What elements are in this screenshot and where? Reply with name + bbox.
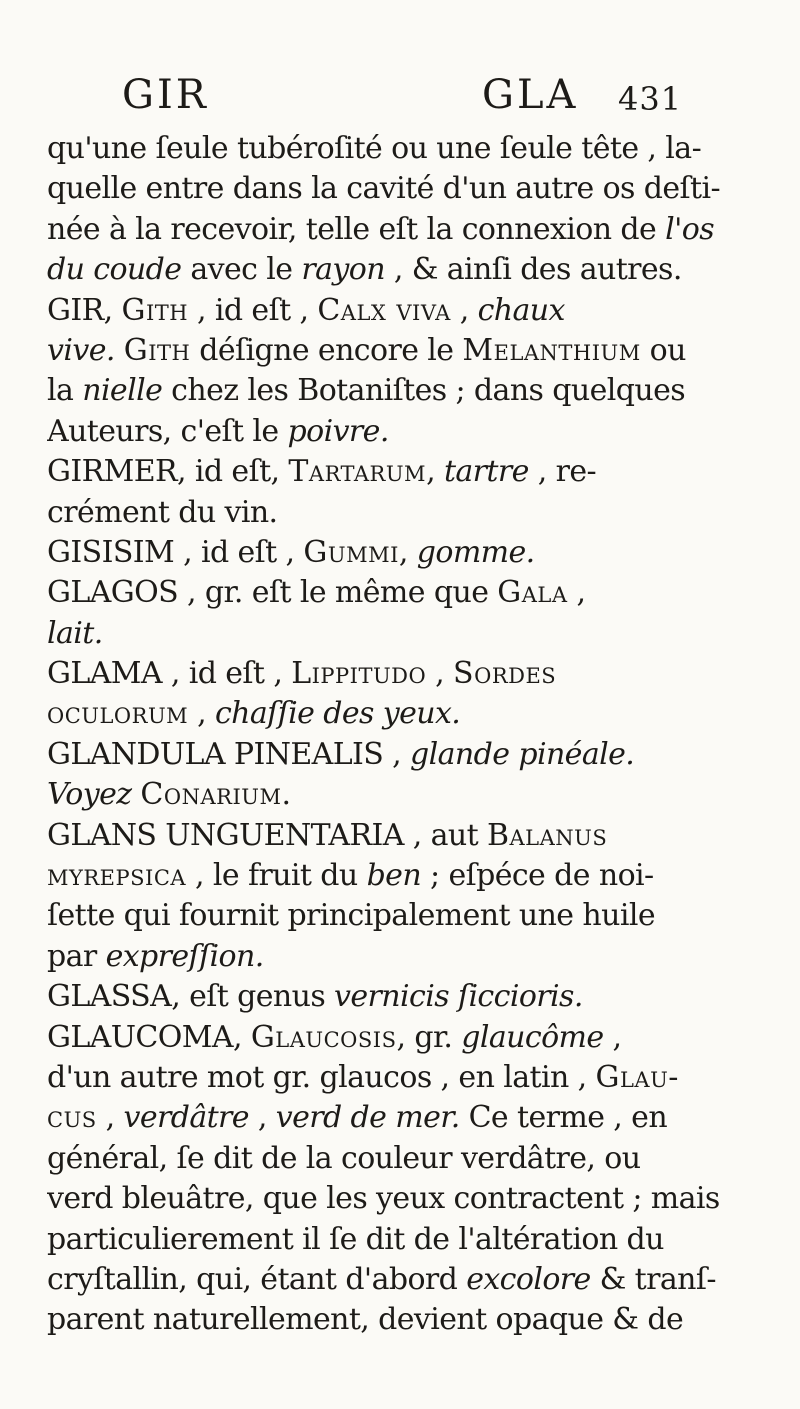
text-run: , gr.: [396, 1019, 462, 1055]
text-run: ,: [96, 1100, 124, 1136]
italic-run: rayon: [301, 252, 385, 288]
text-run: , id eſt ,: [188, 292, 318, 328]
text-run: , le fruit du: [186, 858, 367, 894]
italic-run: tartre: [443, 454, 529, 490]
text-line: [47, 210, 757, 250]
text-line: [47, 452, 757, 492]
text-run: GLAGOS , gr. eſt le même que: [47, 575, 498, 611]
text-run: ,: [426, 656, 454, 692]
text-line: [47, 250, 757, 290]
text-line: [47, 412, 757, 452]
text-run: née à la recevoir, telle eſt la connexion de: [47, 211, 666, 247]
small-caps-run: Tartarum: [288, 454, 427, 490]
italic-run: lait.: [47, 615, 103, 651]
italic-run: verdâtre: [123, 1100, 249, 1136]
text-run: cryſtallin, qui, étant d'abord: [47, 1261, 467, 1297]
text-run: ou: [640, 332, 686, 368]
text-line: [47, 694, 757, 734]
header-left-word: GIR: [122, 72, 209, 118]
text-line: [47, 371, 757, 411]
text-run: ,: [603, 1019, 622, 1055]
text-run: d'un autre mot gr. glaucos , en latin ,: [47, 1059, 596, 1095]
text-line: [47, 493, 757, 533]
text-run: ſette qui fournit principalement une huile: [47, 898, 655, 934]
small-caps-run: Calx viva: [317, 292, 451, 328]
text-run: ,: [248, 1100, 276, 1136]
text-line: [47, 1220, 757, 1260]
italic-run: chaux: [477, 292, 565, 328]
italic-run: nielle: [82, 373, 163, 409]
text-run: ,: [567, 575, 586, 611]
text-run: , & ainſi des autres.: [384, 252, 682, 288]
text-line: [47, 1058, 757, 1098]
text-run: crément du vin.: [47, 494, 278, 530]
text-run: ,: [188, 696, 215, 732]
small-caps-run: Gith: [121, 292, 189, 328]
small-caps-run: Glaucosis: [250, 1019, 397, 1055]
text-line: [47, 1139, 757, 1179]
small-caps-run: Balanus: [486, 817, 608, 853]
text-run: ,: [426, 454, 444, 490]
text-line: [47, 1260, 757, 1300]
text-line: [47, 937, 757, 977]
running-header: [0, 72, 800, 132]
text-line: [47, 1098, 757, 1138]
text-run: GLANDULA PINEALIS ,: [47, 736, 411, 772]
italic-run: du coude: [47, 252, 182, 288]
text-line: [47, 816, 757, 856]
header-right-word: GLA: [482, 72, 579, 118]
text-run: GIRMER, id eſt,: [47, 454, 289, 490]
text-line: [47, 291, 757, 331]
italic-run: expreſſion.: [105, 938, 264, 974]
text-line: [47, 856, 757, 896]
text-run: & tranſ-: [590, 1261, 716, 1297]
italic-run: chaſſie des yeux.: [214, 696, 461, 732]
text-line: [47, 614, 757, 654]
text-run: GISISIM , id eſt ,: [47, 534, 304, 570]
italic-run: vive.: [47, 332, 115, 368]
text-run: général, ſe dit de la couleur verdâtre, ou: [47, 1140, 641, 1176]
text-line: [47, 775, 757, 815]
text-line: [47, 654, 757, 694]
italic-run: vernicis ſiccioris.: [334, 979, 583, 1015]
italic-run: Voyez: [47, 777, 132, 813]
small-caps-run: Glau-: [595, 1059, 679, 1095]
italic-run: ben: [366, 858, 422, 894]
text-run: GLAUCOMA,: [47, 1019, 251, 1055]
text-run: GIR,: [47, 292, 122, 328]
small-caps-run: Conarium.: [140, 777, 292, 813]
small-caps-run: Lippitudo: [291, 656, 427, 692]
text-line: [47, 735, 757, 775]
text-line: [47, 896, 757, 936]
text-run: avec le: [181, 252, 302, 288]
italic-run: glande pinéale.: [410, 736, 635, 772]
italic-run: glaucôme: [461, 1019, 604, 1055]
text-run: , re-: [528, 454, 597, 490]
text-run: Auteurs, c'eſt le: [47, 413, 288, 449]
small-caps-run: Sordes: [453, 656, 557, 692]
text-run: par: [47, 938, 106, 974]
text-run: GLAMA , id eſt ,: [47, 656, 292, 692]
text-run: ,: [450, 292, 478, 328]
text-run: déſigne encore le: [190, 332, 463, 368]
text-line: [47, 573, 757, 613]
text-run: quelle entre dans la cavité d'un autre os deſti-: [47, 171, 721, 207]
italic-run: l'os: [665, 211, 715, 247]
text-run: verd bleuâtre, que les yeux contractent ; mais: [47, 1181, 720, 1217]
text-run: qu'une ſeule tubéroſité ou une ſeule tête , la-: [47, 131, 702, 166]
small-caps-run: cus: [47, 1100, 97, 1136]
text-line: [47, 1179, 757, 1219]
italic-run: gomme.: [416, 534, 535, 570]
italic-run: excolore: [466, 1261, 591, 1297]
text-run: ; eſpéce de noi-: [421, 858, 654, 894]
text-line: [47, 1018, 757, 1058]
text-run: [115, 333, 124, 368]
text-line: [47, 1300, 757, 1340]
text-line: [47, 129, 757, 169]
small-caps-run: Gith: [123, 332, 191, 368]
text-run: ,: [398, 534, 417, 570]
text-line: [47, 533, 757, 573]
small-caps-run: Gummi: [303, 534, 399, 570]
text-run: la: [47, 373, 83, 409]
small-caps-run: oculorum: [47, 696, 189, 732]
text-run: Ce terme , en: [459, 1100, 668, 1136]
text-run: chez les Botaniſtes ; dans quelques: [162, 373, 686, 409]
small-caps-run: Melanthium: [462, 332, 641, 368]
text-line: [47, 977, 757, 1017]
text-run: particulierement il ſe dit de l'altération du: [47, 1221, 664, 1257]
italic-run: verd de mer.: [275, 1100, 460, 1136]
page-number: 431: [618, 80, 683, 118]
italic-run: poivre.: [287, 413, 389, 449]
dictionary-entries: [47, 129, 757, 1341]
text-line: [47, 169, 757, 209]
text-run: parent naturellement, devient opaque & de: [47, 1302, 684, 1338]
text-run: GLASSA, eſt genus: [47, 979, 335, 1015]
small-caps-run: myrepsica: [47, 858, 187, 894]
text-line: [47, 331, 757, 371]
small-caps-run: Gala: [497, 575, 568, 611]
text-run: GLANS UNGUENTARIA , aut: [47, 817, 487, 853]
